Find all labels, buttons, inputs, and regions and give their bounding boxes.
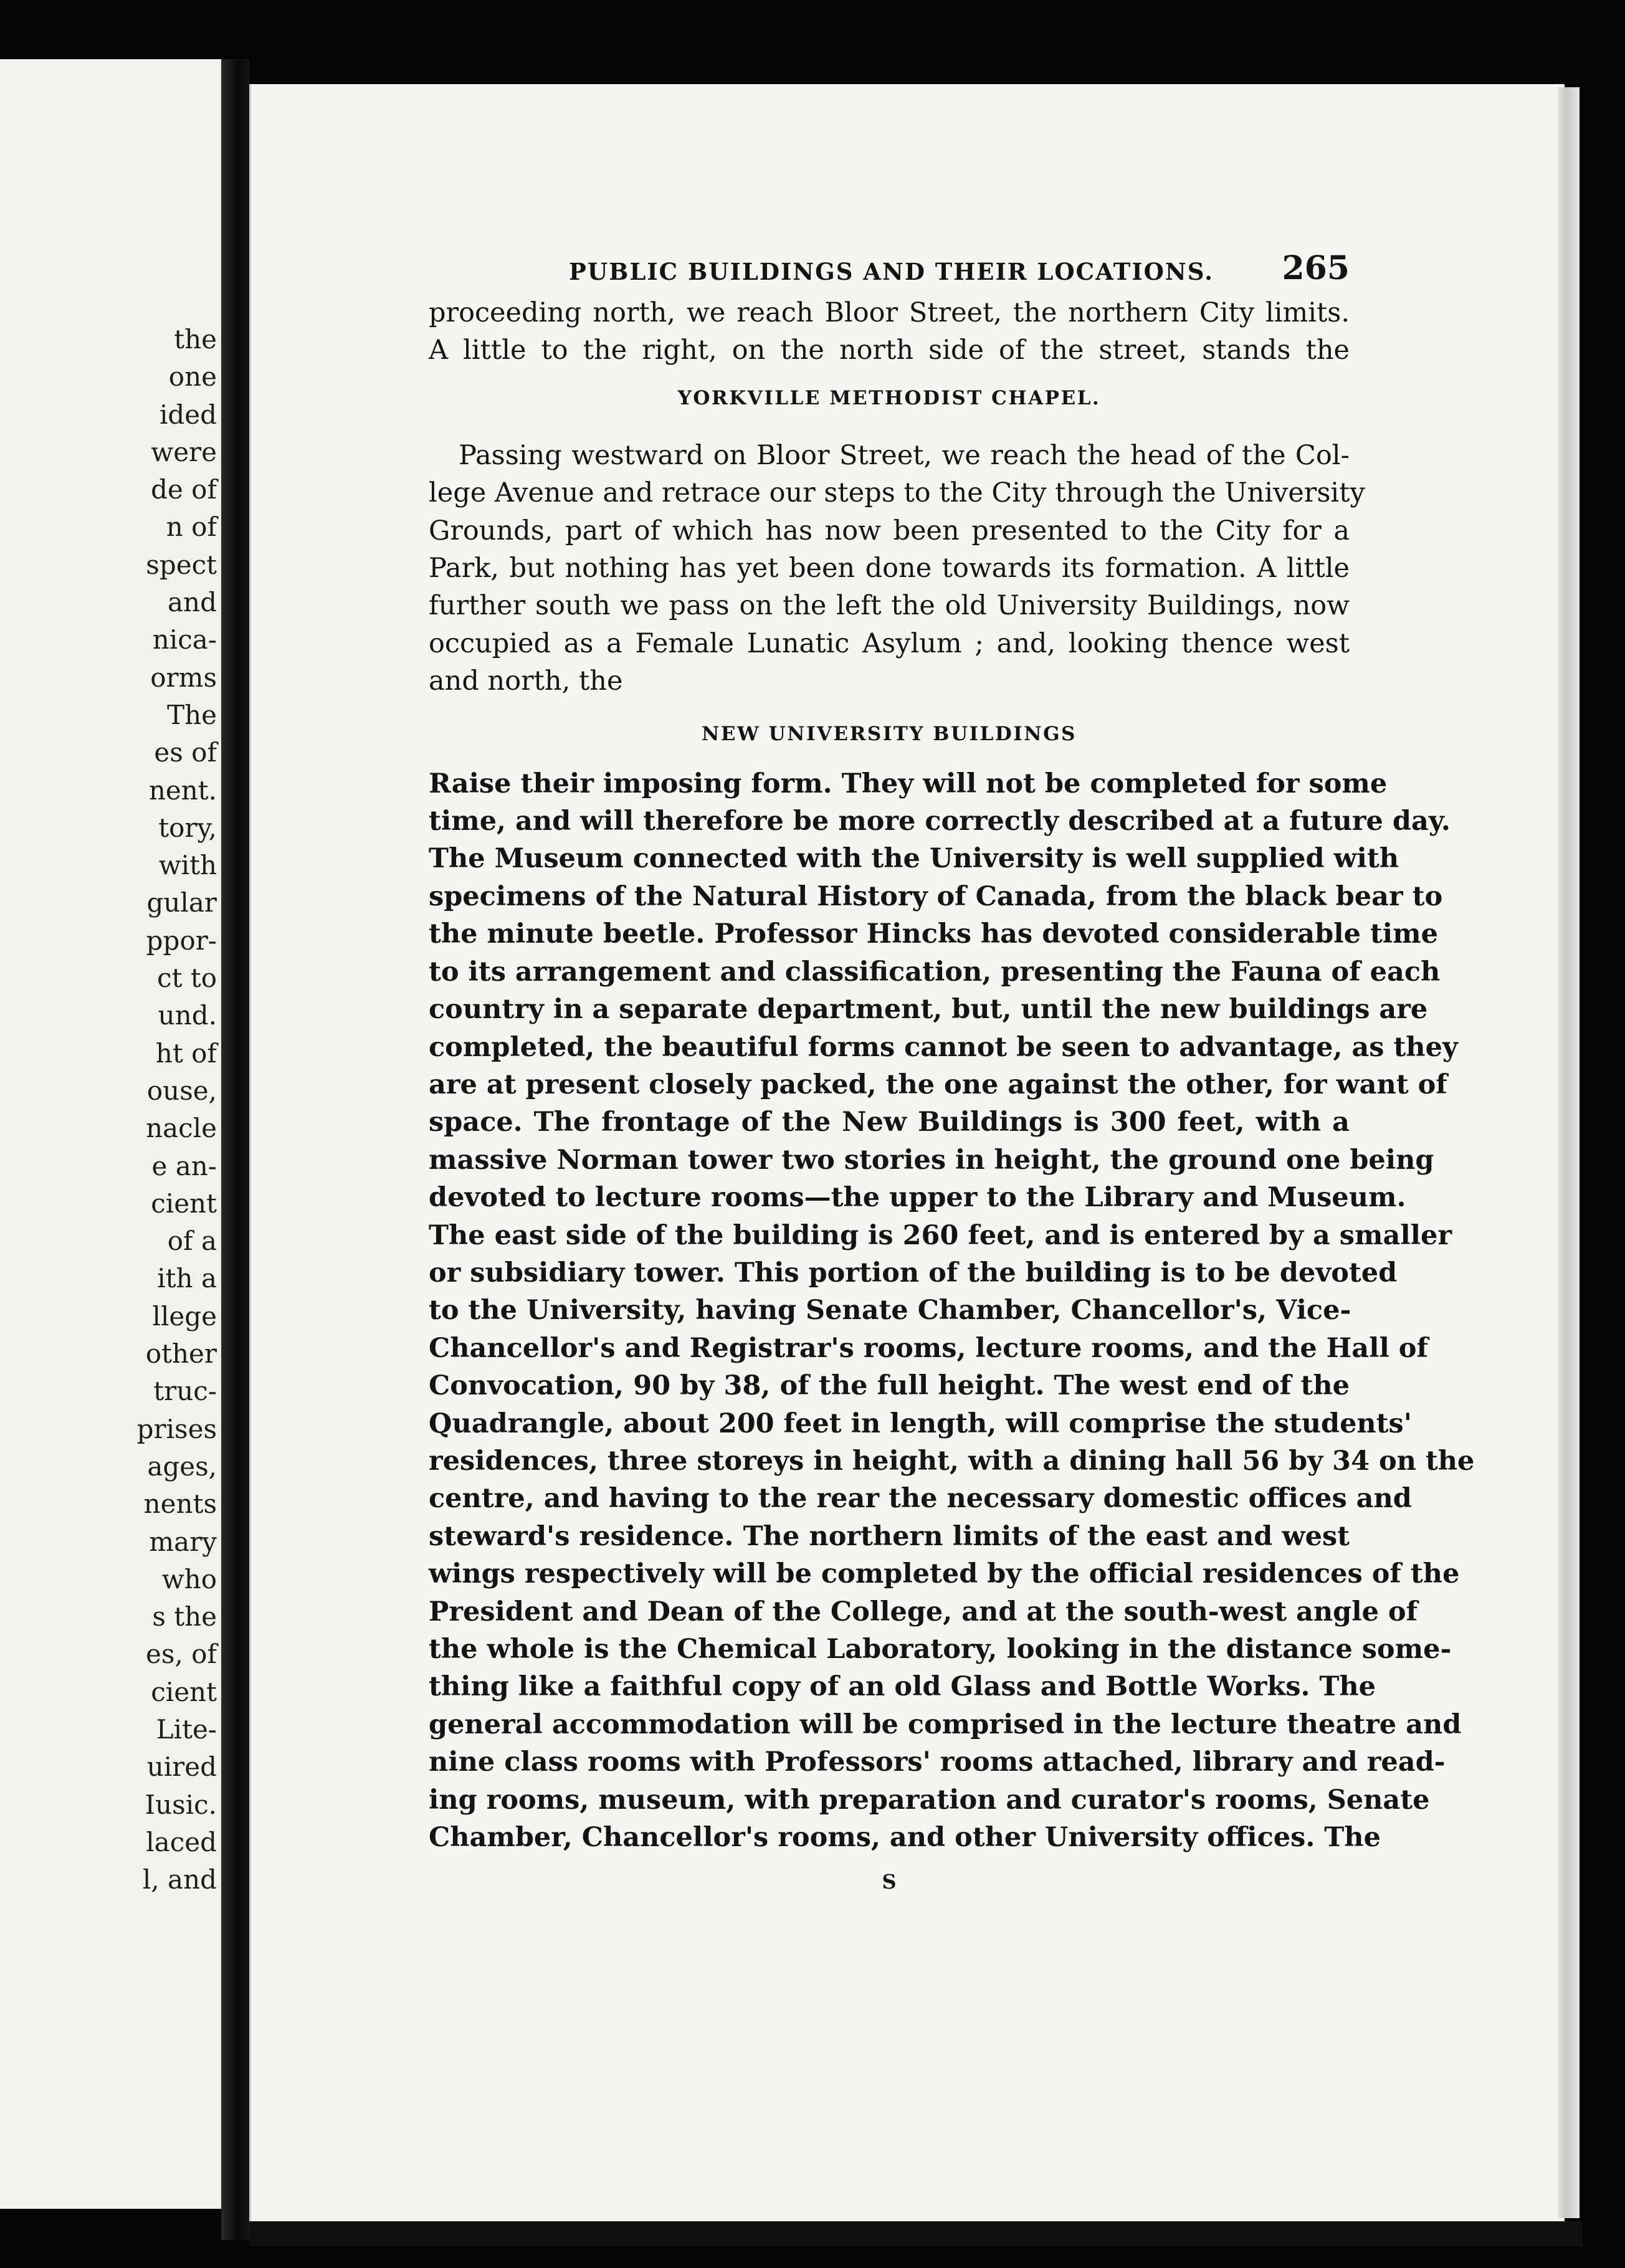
text-line: specimens of the Natural History of Canada, from the black bear to (429, 880, 1443, 912)
text-line: wings respectively will be completed by the official residences of the (429, 1558, 1460, 1590)
page-number: 265 (1282, 249, 1350, 287)
scan-bottom-border (249, 2221, 1583, 2246)
left-page-fragment: Lite- (156, 1713, 217, 1745)
text-line: A little to the right, on the north side of the street, stands the (429, 335, 1350, 366)
text-line: space. The frontage of the New Buildings is 300 feet, with a (429, 1107, 1350, 1138)
text-line: general accommodation will be comprised in the lecture theatre and (429, 1708, 1462, 1740)
text-line: Park, but nothing has yet been done towards its formation. A little (429, 553, 1350, 584)
text-line: President and Dean of the College, and at the south-west angle of (429, 1596, 1418, 1627)
left-page-fragment: n of (166, 512, 217, 543)
text-line: time, and will therefore be more correctly described at a future day. (429, 806, 1451, 837)
left-page-fragment: The (167, 699, 217, 730)
left-page-text-fragments (137, 321, 217, 1899)
left-page-fragment: one (168, 361, 217, 393)
page-text-block (429, 244, 1475, 1894)
left-page-fragment: l, and (142, 1864, 217, 1895)
left-page-fragment: ages, (147, 1451, 217, 1482)
left-page-fragment: cient (151, 1676, 217, 1707)
text-line: occupied as a Female Lunatic Asylum ; and, looking thence west (429, 627, 1350, 659)
running-head-title: PUBLIC BUILDINGS AND THEIR LOCATIONS. (569, 258, 1214, 285)
left-page-fragment: nica- (152, 624, 217, 655)
text-line: Chamber, Chancellor's rooms, and other University offices. The (429, 1822, 1381, 1854)
left-page-fragment: of a (167, 1226, 217, 1257)
text-line: Raise their imposing form. They will not be completed for some (429, 768, 1388, 799)
left-page-fragment: other (145, 1338, 217, 1370)
text-line: The east side of the building is 260 feet, and is entered by a smaller (429, 1219, 1452, 1251)
left-page-fragment: and (168, 587, 217, 618)
left-page-fragment: gular (146, 887, 217, 918)
text-line: to the University, having Senate Chamber, Chancellor's, Vice- (429, 1295, 1351, 1327)
text-line: proceeding north, we reach Bloor Street, the northern City limits. (429, 297, 1350, 328)
text-line: completed, the beautiful forms cannot be seen to advantage, as they (429, 1031, 1458, 1063)
left-page-fragment: nents (143, 1489, 217, 1520)
left-page-fragment: were (151, 436, 217, 467)
text-line: massive Norman tower two stories in height, the ground one being (429, 1144, 1434, 1176)
text-line: ing rooms, museum, with preparation and curator's rooms, Senate (429, 1784, 1430, 1816)
text-line: are at present closely packed, the one against the other, for want of (429, 1069, 1447, 1100)
left-page-fragment: und. (158, 1000, 217, 1031)
text-line: the minute beetle. Professor Hincks has devoted considerable time (429, 918, 1438, 950)
left-page-fragment: ppor- (146, 925, 217, 956)
running-head (429, 244, 1350, 294)
left-page-fragment: with (158, 850, 217, 881)
text-line: lege Avenue and retrace our steps to the City through the University (429, 477, 1365, 509)
text-line: Quadrangle, about 200 feet in length, will comprise the students' (429, 1408, 1412, 1439)
text-line: thing like a faithful copy of an old Glass and Bottle Works. The (429, 1671, 1376, 1703)
text-line: centre, and having to the rear the necessary domestic offices and (429, 1483, 1412, 1515)
left-page-fragment: nent. (148, 774, 217, 806)
left-page-fragment: the (174, 324, 217, 355)
left-page-fragment: es, of (146, 1639, 217, 1670)
text-line: to its arrangement and classification, presenting the Fauna of each (429, 956, 1441, 988)
text-line: country in a separate department, but, until the new buildings are (429, 994, 1428, 1026)
left-page-fragment: tory, (158, 812, 217, 843)
left-page-fragment: Iusic. (145, 1789, 217, 1820)
left-page-fragment: mary (149, 1526, 217, 1557)
left-page-fragment: ht of (155, 1037, 217, 1069)
text-line: residences, three storeys in height, with a dining hall 56 by 34 on the (429, 1445, 1475, 1477)
intro-lines (429, 294, 1350, 369)
left-page-fragment: de of (151, 474, 217, 505)
text-line: devoted to lecture rooms—the upper to the Library and Museum. (429, 1182, 1406, 1214)
left-page-fragment: es of (154, 737, 217, 768)
left-page-fragment: uired (146, 1751, 217, 1783)
left-page-fragment: ct to (157, 963, 217, 994)
left-page-fragment: orms (150, 662, 217, 693)
section-heading-new-university-buildings: NEW UNIVERSITY BUILDINGS (702, 722, 1077, 745)
section-heading-yorkville-chapel: YORKVILLE METHODIST CHAPEL. (677, 386, 1101, 409)
left-page-fragment: laced (146, 1826, 217, 1857)
text-line: the whole is the Chemical Laboratory, looking in the distance some- (429, 1634, 1452, 1665)
left-page-fragment: s the (152, 1601, 217, 1632)
left-page (0, 59, 224, 2209)
left-page-fragment: nacle (146, 1113, 217, 1144)
text-line: Chancellor's and Registrar's rooms, lecture rooms, and the Hall of (429, 1332, 1428, 1364)
text-line: Grounds, part of which has now been presented to the City for a (429, 515, 1350, 546)
paragraph-new-university-buildings (429, 765, 1475, 1857)
left-page-fragment: e an- (151, 1150, 217, 1181)
book-gutter (221, 59, 249, 2240)
text-line: further south we pass on the left the old University Buildings, now (429, 590, 1350, 622)
left-page-fragment: llege (152, 1300, 217, 1332)
text-line: or subsidiary tower. This portion of the building is to be devoted (429, 1257, 1398, 1289)
left-page-fragment: prises (136, 1413, 217, 1444)
text-line: and north, the (429, 665, 623, 697)
paragraph-bloor-street (429, 437, 1365, 700)
left-page-fragment: ided (159, 399, 217, 430)
text-line: steward's residence. The northern limits of the east and west (429, 1520, 1350, 1552)
text-line: Passing westward on Bloor Street, we reach the head of the Col- (459, 439, 1350, 471)
left-page-fragment: ouse, (146, 1075, 217, 1106)
signature-mark: S (882, 1870, 897, 1894)
left-page-fragment: spect (146, 549, 217, 580)
text-line: The Museum connected with the University is well supplied with (429, 843, 1399, 875)
left-page-fragment: who (161, 1563, 217, 1594)
left-page-fragment: truc- (153, 1376, 217, 1407)
left-page-fragment: ith a (157, 1263, 217, 1294)
text-line: Convocation, 90 by 38, of the full height. The west end of the (429, 1370, 1350, 1402)
text-line: nine class rooms with Professors' rooms attached, library and read- (429, 1746, 1446, 1778)
left-page-fragment: cient (151, 1188, 217, 1219)
page-edges (1558, 87, 1580, 2218)
right-page (249, 84, 1565, 2221)
